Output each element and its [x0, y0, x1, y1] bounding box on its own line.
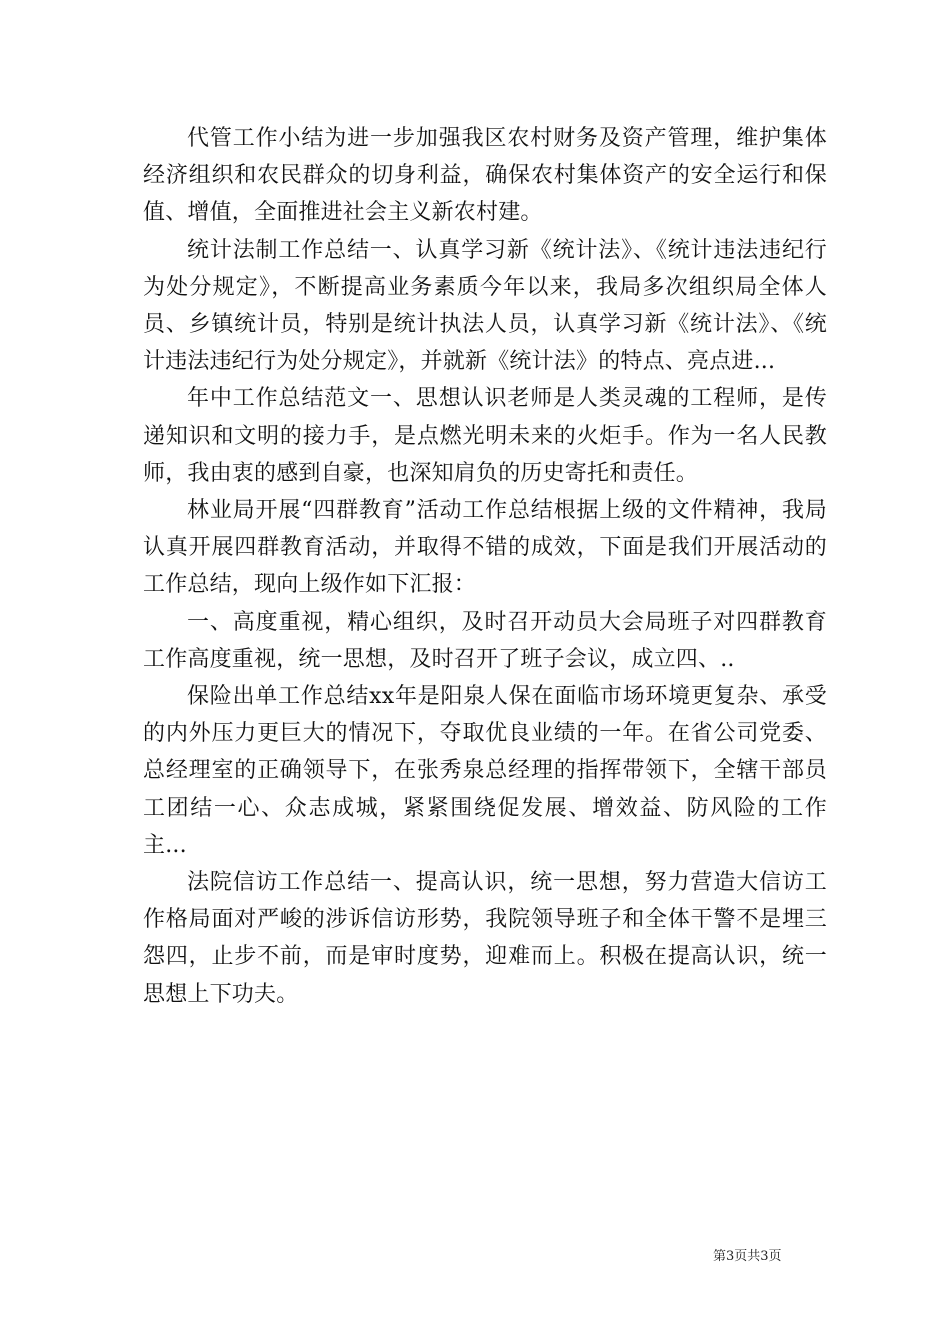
paragraph: 林业局开展“四群教育”活动工作总结根据上级的文件精神，我局认真开展四群教育活动，并取得不错的成效，下面是我们开展活动的工作总结，现向上级作如下汇报： [143, 498, 827, 598]
document-body [143, 120, 827, 1013]
paragraph: 法院信访工作总结一、提高认识，统一思想，努力营造大信访工作格局面对严峻的涉诉信访形势，我院领导班子和全体干警不是埋三怨四，止步不前，而是审时度势，迎难而上。积极在提高认识，统一思想上下功夫。 [143, 870, 827, 1007]
page-number-footer: 第3页共3页 [713, 1249, 782, 1264]
paragraph: 年中工作总结范文一、思想认识老师是人类灵魂的工程师，是传递知识和文明的接力手，是点燃光明未来的火炬手。作为一名人民教师，我由衷的感到自豪，也深知肩负的历史寄托和责任。 [143, 386, 827, 486]
paragraph: 统计法制工作总结一、认真学习新《统计法》、《统计违法违纪行为处分规定》，不断提高业务素质今年以来，我局多次组织局全体人员、乡镇统计员，特别是统计执法人员，认真学习新《统计法》、《统计违法违纪行为处分规定》，并就新《统计法》的特点、亮点进... [143, 237, 827, 375]
paragraph: 一、高度重视，精心组织，及时召开动员大会局班子对四群教育工作高度重视，统一思想，及时召开了班子会议，成立四、.. [143, 609, 827, 672]
paragraph: 代管工作小结为进一步加强我区农村财务及资产管理，维护集体经济组织和农民群众的切身利益，确保农村集体资产的安全运行和保值、增值，全面推进社会主义新农村建。 [143, 126, 827, 226]
paragraph: 保险出单工作总结xx年是阳泉人保在面临市场环境更复杂、承受的内外压力更巨大的情况下，夺取优良业绩的一年。在省公司党委、总经理室的正确领导下，在张秀泉总经理的指挥带领下，全辖干部员工团结一心、众志成城，紧紧围绕促发展、增效益、防风险的工作主... [143, 684, 827, 858]
